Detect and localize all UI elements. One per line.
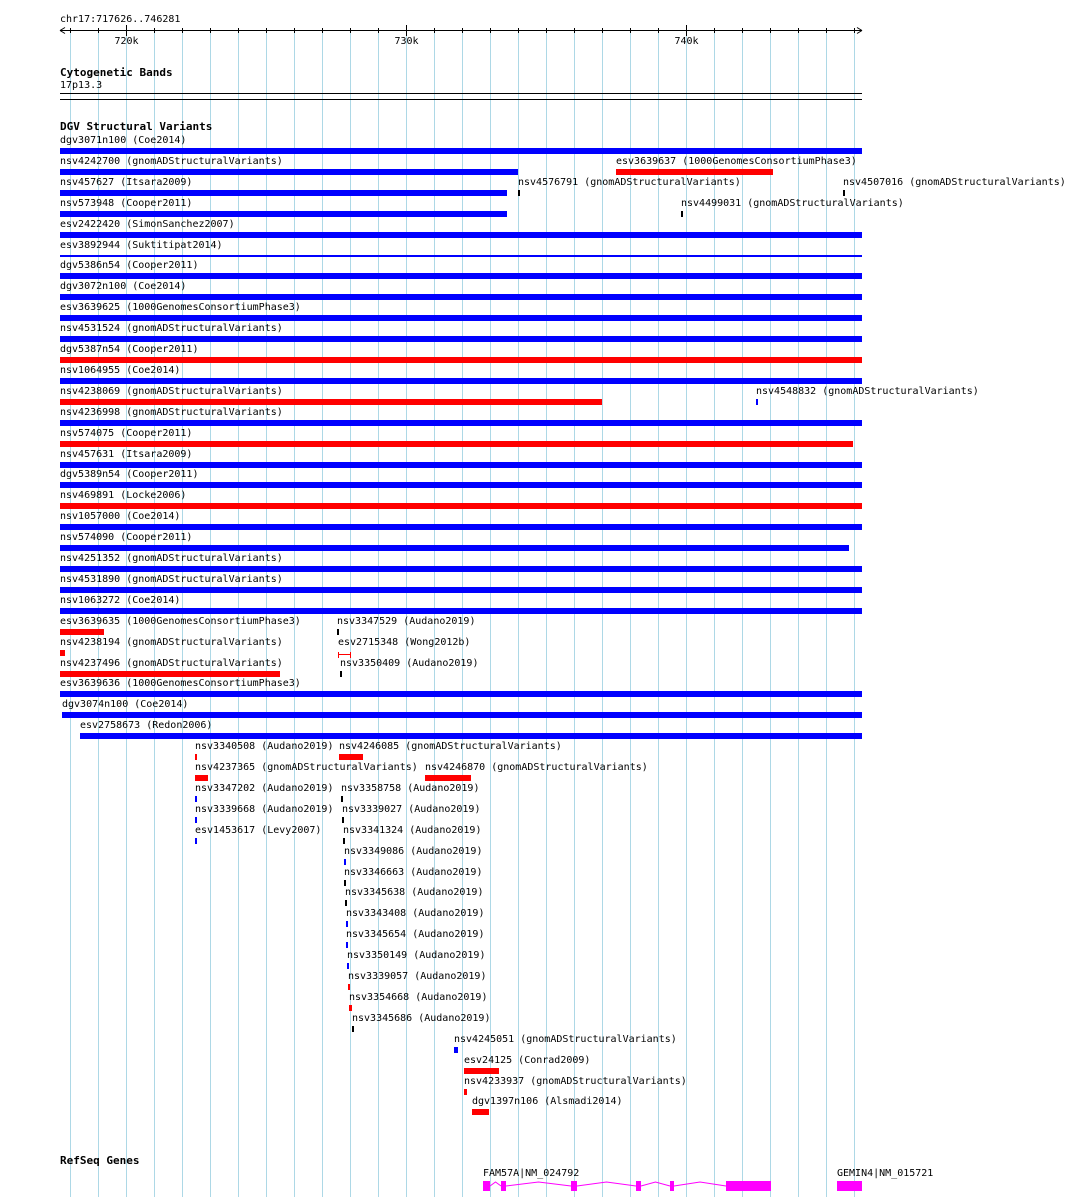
variant-label[interactable]: nsv3350149 (Audano2019): [347, 950, 486, 961]
variant-label[interactable]: dgv5387n54 (Cooper2011): [60, 344, 199, 355]
variant-label[interactable]: dgv3072n100 (Coe2014): [60, 281, 187, 292]
gene-intron: [506, 1182, 571, 1186]
variant-label[interactable]: esv3639636 (1000GenomesConsortiumPhase3): [60, 678, 301, 689]
variant-label[interactable]: nsv457627 (Itsara2009): [60, 177, 193, 188]
variant-label[interactable]: nsv3339057 (Audano2019): [348, 971, 487, 982]
variant-label[interactable]: nsv4245051 (gnomADStructuralVariants): [454, 1034, 677, 1045]
variant-label[interactable]: nsv3341324 (Audano2019): [343, 825, 482, 836]
variant-label[interactable]: nsv3347202 (Audano2019): [195, 783, 334, 794]
gene-exon[interactable]: [726, 1181, 771, 1191]
variant-label[interactable]: nsv3349086 (Audano2019): [344, 846, 483, 857]
variant-label[interactable]: nsv3354668 (Audano2019): [349, 992, 488, 1003]
variant-label[interactable]: nsv4576791 (gnomADStructuralVariants): [518, 177, 741, 188]
variant-label[interactable]: esv2422420 (SimonSanchez2007): [60, 219, 235, 230]
variant-label[interactable]: nsv3340508 (Audano2019): [195, 741, 334, 752]
cytoband-track-title[interactable]: Cytogenetic Bands: [60, 66, 173, 79]
refseq-track-title[interactable]: RefSeq Genes: [60, 1154, 140, 1167]
variant-label[interactable]: esv2715348 (Wong2012b): [338, 637, 471, 648]
gene-exon[interactable]: [501, 1181, 506, 1191]
variant-label[interactable]: nsv1063272 (Coe2014): [60, 595, 181, 606]
variant-label[interactable]: esv24125 (Conrad2009): [464, 1055, 591, 1066]
variant-label[interactable]: esv3892944 (Suktitipat2014): [60, 240, 223, 251]
ruler-tick-label: 720k: [114, 36, 139, 47]
gene-intron: [674, 1182, 726, 1186]
variant-label[interactable]: nsv4251352 (gnomADStructuralVariants): [60, 553, 283, 564]
variant-label[interactable]: esv3639625 (1000GenomesConsortiumPhase3): [60, 302, 301, 313]
variant-label[interactable]: nsv457631 (Itsara2009): [60, 449, 193, 460]
variant-label[interactable]: esv3639637 (1000GenomesConsortiumPhase3): [616, 156, 857, 167]
variant-label[interactable]: esv2758673 (Redon2006): [80, 720, 213, 731]
variant-label[interactable]: nsv4237365 (gnomADStructuralVariants): [195, 762, 418, 773]
variant-label[interactable]: nsv469891 (Locke2006): [60, 490, 187, 501]
variant-label[interactable]: nsv4507016 (gnomADStructuralVariants): [843, 177, 1066, 188]
variant-label[interactable]: nsv4236998 (gnomADStructuralVariants): [60, 407, 283, 418]
variant-label[interactable]: nsv4238069 (gnomADStructuralVariants): [60, 386, 283, 397]
variant-label[interactable]: nsv3346663 (Audano2019): [344, 867, 483, 878]
gene-intron: [490, 1182, 501, 1186]
variant-label[interactable]: nsv573948 (Cooper2011): [60, 198, 193, 209]
variant-label[interactable]: dgv5389n54 (Cooper2011): [60, 469, 199, 480]
variant-label[interactable]: nsv574075 (Cooper2011): [60, 428, 193, 439]
variant-label[interactable]: dgv5386n54 (Cooper2011): [60, 260, 199, 271]
variant-label[interactable]: dgv1397n106 (Alsmadi2014): [472, 1096, 623, 1107]
gene-exon[interactable]: [483, 1181, 490, 1191]
variant-label[interactable]: nsv3345654 (Audano2019): [346, 929, 485, 940]
variant-label[interactable]: nsv3345686 (Audano2019): [352, 1013, 491, 1024]
cytoband-label[interactable]: 17p13.3: [60, 80, 103, 91]
variant-label[interactable]: nsv4499031 (gnomADStructuralVariants): [681, 198, 904, 209]
variant-label[interactable]: nsv4531890 (gnomADStructuralVariants): [60, 574, 283, 585]
variant-label[interactable]: esv3639635 (1000GenomesConsortiumPhase3): [60, 616, 301, 627]
variant-label[interactable]: nsv4548832 (gnomADStructuralVariants): [756, 386, 979, 397]
variant-label[interactable]: nsv1057000 (Coe2014): [60, 511, 181, 522]
variant-label[interactable]: nsv4242700 (gnomADStructuralVariants): [60, 156, 283, 167]
variant-label[interactable]: nsv4237496 (gnomADStructuralVariants): [60, 658, 283, 669]
region-label: chr17:717626..746281: [60, 14, 181, 25]
variant-label[interactable]: dgv3071n100 (Coe2014): [60, 135, 187, 146]
gene-exon[interactable]: [837, 1181, 862, 1191]
variant-label[interactable]: esv1453617 (Levy2007): [195, 825, 322, 836]
variant-label[interactable]: nsv3345638 (Audano2019): [345, 887, 484, 898]
gene-label[interactable]: FAM57A|NM_024792: [483, 1168, 580, 1179]
variant-label[interactable]: nsv3339027 (Audano2019): [342, 804, 481, 815]
variant-label[interactable]: nsv4246870 (gnomADStructuralVariants): [425, 762, 648, 773]
dgv-track-title[interactable]: DGV Structural Variants: [60, 120, 213, 133]
variant-label[interactable]: nsv4233937 (gnomADStructuralVariants): [464, 1076, 687, 1087]
gene-label[interactable]: GEMIN4|NM_015721: [837, 1168, 934, 1179]
variant-label[interactable]: nsv574090 (Cooper2011): [60, 532, 193, 543]
gene-intron: [641, 1182, 670, 1186]
variant-label[interactable]: nsv1064955 (Coe2014): [60, 365, 181, 376]
gene-intron: [577, 1182, 636, 1186]
variant-label[interactable]: nsv3347529 (Audano2019): [337, 616, 476, 627]
variant-label[interactable]: nsv3350409 (Audano2019): [340, 658, 479, 669]
variant-label[interactable]: dgv3074n100 (Coe2014): [62, 699, 189, 710]
variant-label[interactable]: nsv3339668 (Audano2019): [195, 804, 334, 815]
variant-label[interactable]: nsv4246085 (gnomADStructuralVariants): [339, 741, 562, 752]
variant-label[interactable]: nsv3358758 (Audano2019): [341, 783, 480, 794]
variant-label[interactable]: nsv3343408 (Audano2019): [346, 908, 485, 919]
variant-label[interactable]: nsv4238194 (gnomADStructuralVariants): [60, 637, 283, 648]
ruler-tick-label: 730k: [394, 36, 419, 47]
ruler-tick-label: 740k: [674, 36, 699, 47]
gene-exon[interactable]: [670, 1181, 674, 1191]
gene-exon[interactable]: [636, 1181, 641, 1191]
gene-exon[interactable]: [571, 1181, 577, 1191]
variant-label[interactable]: nsv4531524 (gnomADStructuralVariants): [60, 323, 283, 334]
